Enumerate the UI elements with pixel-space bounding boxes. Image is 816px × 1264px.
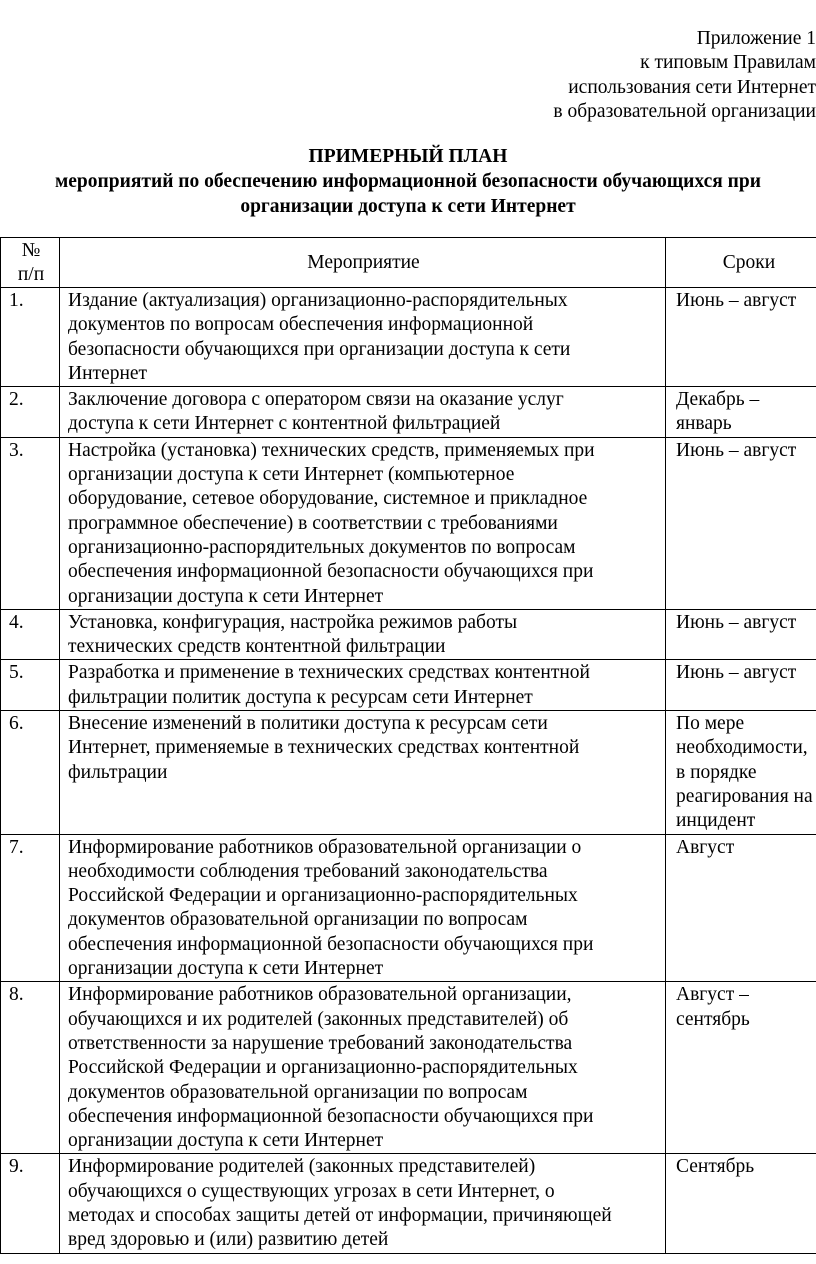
table-body bbox=[1, 288, 816, 1254]
row-number: 3. bbox=[1, 437, 60, 609]
activity-line: обеспечения информационной безопасности обучающихся при bbox=[68, 1105, 594, 1127]
activity-line: Информирование работников образовательной организации, bbox=[68, 984, 572, 1006]
activity-line: документов по вопросам обеспечения информационной bbox=[68, 314, 534, 336]
term-line: необходимости, bbox=[676, 737, 808, 759]
activity-line: Интернет bbox=[68, 362, 148, 384]
title-subtitle-line: мероприятий по обеспечению информационной безопасности обучающихся при bbox=[54, 171, 762, 192]
row-term bbox=[666, 387, 816, 438]
row-term bbox=[666, 1154, 816, 1253]
term-line: Сентябрь bbox=[676, 1156, 755, 1178]
activity-line: Информирование родителей (законных представителей) bbox=[68, 1156, 536, 1178]
row-activity bbox=[60, 437, 666, 609]
table-header-row bbox=[1, 238, 816, 288]
activity-line: обучающихся и их родителей (законных представителей) об bbox=[68, 1008, 569, 1030]
activity-line: организации доступа к сети Интернет bbox=[68, 958, 384, 980]
row-term bbox=[666, 437, 816, 609]
term-line: По мере bbox=[676, 713, 745, 735]
row-number: 5. bbox=[1, 660, 60, 711]
activity-line: Интернет, применяемые в технических средствах контентной bbox=[68, 737, 580, 759]
activity-line: Издание (актуализация) организационно-распорядительных bbox=[68, 290, 568, 311]
activity-line: обеспечения информационной безопасности обучающихся при bbox=[68, 561, 594, 583]
title-subtitle-line: организации доступа к сети Интернет bbox=[240, 196, 576, 217]
term-line: Август bbox=[676, 836, 735, 858]
term-line: январь bbox=[676, 413, 732, 435]
activity-line: обучающихся о существующих угрозах в сети Интернет, о bbox=[68, 1180, 555, 1202]
term-line: сентябрь bbox=[676, 1008, 750, 1030]
table-row bbox=[1, 387, 816, 438]
header-num-line: № bbox=[21, 240, 41, 261]
activity-line: безопасности обучающихся при организации доступа к сети bbox=[68, 338, 571, 360]
header-activity: Мероприятие bbox=[60, 238, 666, 288]
row-number: 7. bbox=[1, 834, 60, 982]
activity-line: фильтрации bbox=[68, 761, 168, 783]
term-line: Июнь – август bbox=[676, 290, 797, 311]
table-row bbox=[1, 834, 816, 982]
term-line: Август – bbox=[676, 984, 749, 1006]
activity-line: организации доступа к сети Интернет (компьютерное bbox=[68, 464, 515, 486]
row-number: 6. bbox=[1, 711, 60, 834]
appendix-line: к типовым Правилам bbox=[640, 52, 816, 74]
activity-line: Заключение договора с оператором связи на оказание услуг bbox=[68, 389, 564, 411]
activity-line: Информирование работников образовательной организации о bbox=[68, 836, 582, 858]
activity-line: обеспечения информационной безопасности обучающихся при bbox=[68, 933, 594, 955]
row-activity bbox=[60, 711, 666, 834]
activity-line: Установка, конфигурация, настройка режимов работы bbox=[68, 611, 518, 633]
appendix-block bbox=[396, 27, 816, 124]
table-row bbox=[1, 1154, 816, 1253]
appendix-line: в образовательной организации bbox=[553, 100, 816, 122]
appendix-line: использования сети Интернет bbox=[568, 76, 816, 98]
activity-line: организации доступа к сети Интернет bbox=[68, 1130, 384, 1152]
table-row bbox=[1, 660, 816, 711]
table-row bbox=[1, 982, 816, 1154]
row-activity bbox=[60, 1154, 666, 1253]
header-num-line: п/п bbox=[17, 264, 45, 285]
activity-line: Российской Федерации и организационно-распорядительных bbox=[68, 885, 578, 907]
table-row bbox=[1, 288, 816, 387]
term-line: Декабрь – bbox=[676, 389, 760, 411]
activity-line: вред здоровью и (или) развитию детей bbox=[68, 1229, 389, 1251]
activity-line: организации доступа к сети Интернет bbox=[68, 585, 384, 607]
plan-table bbox=[0, 237, 816, 1254]
row-activity bbox=[60, 834, 666, 982]
term-line: в порядке bbox=[676, 761, 757, 783]
activity-line: документов образовательной организации по вопросам bbox=[68, 909, 528, 931]
term-line: Июнь – август bbox=[676, 439, 797, 461]
term-line: инцидент bbox=[676, 810, 756, 832]
row-number: 9. bbox=[1, 1154, 60, 1253]
row-term bbox=[666, 609, 816, 660]
activity-line: необходимости соблюдения требований законодательства bbox=[68, 860, 548, 882]
activity-line: Настройка (установка) технических средств, применяемых при bbox=[68, 439, 595, 461]
row-activity bbox=[60, 660, 666, 711]
term-line: Июнь – август bbox=[676, 611, 797, 633]
activity-line: методах и способах защиты детей от информации, причиняющей bbox=[68, 1204, 612, 1226]
activity-line: организационно-распорядительных документов по вопросам bbox=[68, 536, 576, 558]
row-activity bbox=[60, 982, 666, 1154]
activity-line: программное обеспечение) в соответствии с требованиями bbox=[68, 512, 558, 534]
table-row bbox=[1, 711, 816, 834]
activity-line: фильтрации политик доступа к ресурсам сети Интернет bbox=[68, 686, 533, 708]
activity-line: технических средств контентной фильтрации bbox=[68, 636, 446, 658]
activity-line: Российской Федерации и организационно-распорядительных bbox=[68, 1057, 578, 1079]
activity-line: ответственности за нарушение требований законодательства bbox=[68, 1032, 573, 1054]
row-term bbox=[666, 660, 816, 711]
row-activity bbox=[60, 609, 666, 660]
term-line: реагирования на bbox=[676, 785, 813, 807]
row-number: 1. bbox=[1, 288, 60, 387]
row-term bbox=[666, 834, 816, 982]
row-number: 2. bbox=[1, 387, 60, 438]
row-number: 4. bbox=[1, 609, 60, 660]
row-term bbox=[666, 982, 816, 1154]
table-row bbox=[1, 437, 816, 609]
activity-line: документов образовательной организации по вопросам bbox=[68, 1081, 528, 1103]
appendix-line: Приложение 1 bbox=[696, 28, 816, 49]
activity-line: Разработка и применение в технических средствах контентной bbox=[68, 662, 590, 684]
header-term: Сроки bbox=[666, 238, 816, 288]
row-activity bbox=[60, 387, 666, 438]
header-num bbox=[1, 238, 60, 288]
title-main: ПРИМЕРНЫЙ ПЛАН bbox=[308, 146, 508, 167]
table-row bbox=[1, 609, 816, 660]
activity-line: оборудование, сетевое оборудование, системное и прикладное bbox=[68, 488, 588, 510]
row-activity bbox=[60, 288, 666, 387]
row-number: 8. bbox=[1, 982, 60, 1154]
document-title bbox=[0, 145, 816, 220]
term-line: Июнь – август bbox=[676, 662, 797, 684]
row-term bbox=[666, 711, 816, 834]
activity-line: Внесение изменений в политики доступа к ресурсам сети bbox=[68, 713, 548, 735]
row-term bbox=[666, 288, 816, 387]
activity-line: доступа к сети Интернет с контентной фильтрацией bbox=[68, 413, 501, 435]
